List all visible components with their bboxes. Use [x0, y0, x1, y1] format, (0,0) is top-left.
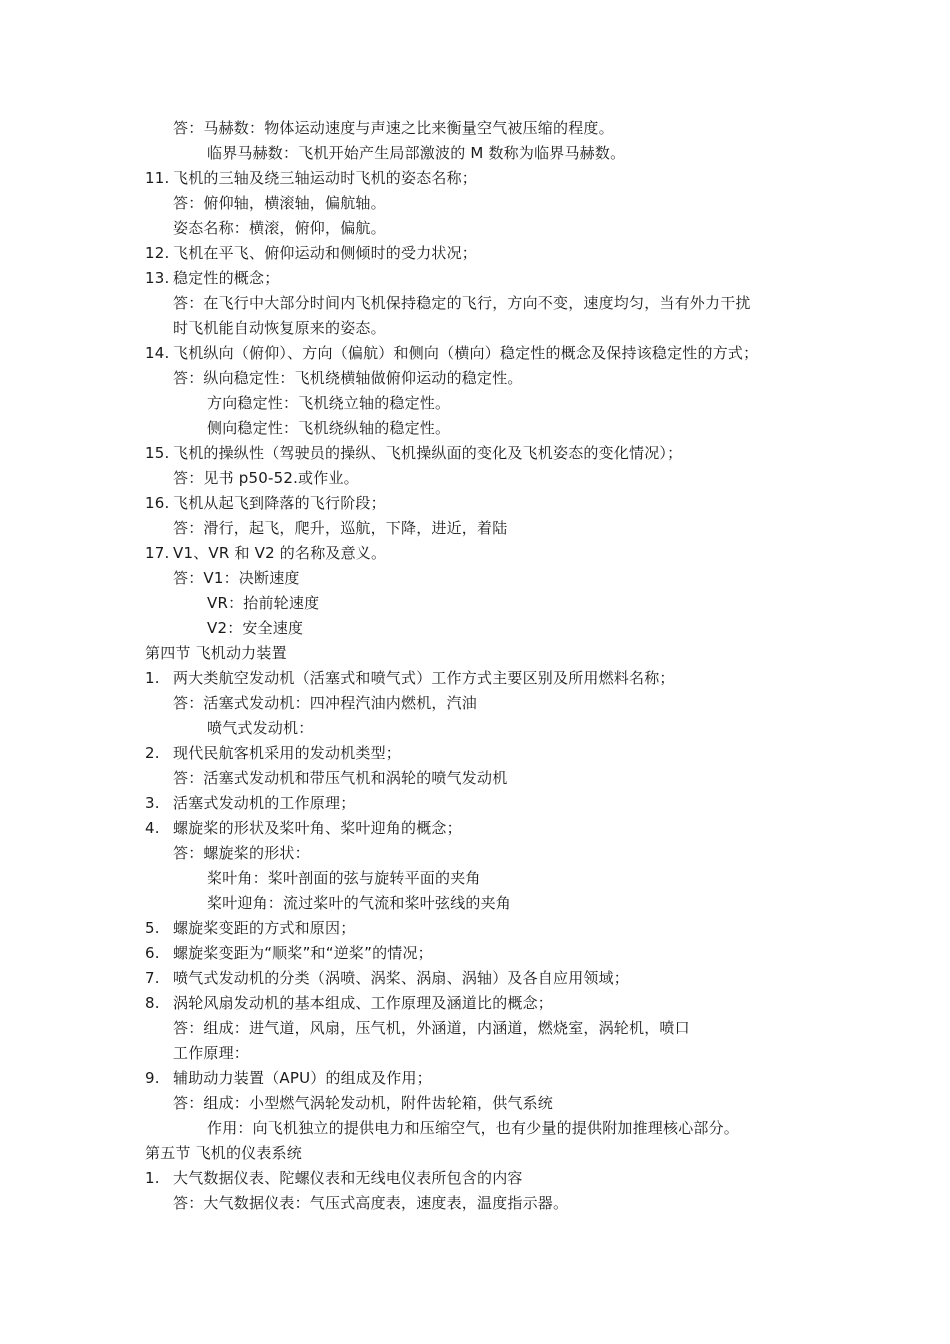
question-item: 5. 螺旋桨变距的方式和原因；	[0, 916, 355, 941]
question-item: 11. 飞机的三轴及绕三轴运动时飞机的姿态名称；	[0, 166, 477, 191]
item-number: 14.	[145, 344, 170, 362]
item-number: 12.	[145, 244, 170, 262]
answer-line: 答：俯仰轴，横滚轴，偏航轴。	[173, 194, 386, 212]
item-number: 1.	[145, 669, 160, 687]
item-number: 13.	[145, 269, 170, 287]
answer-line: 答：纵向稳定性：飞机绕横轴做俯仰运动的稳定性。	[173, 369, 523, 387]
question-item: 4. 螺旋桨的形状及桨叶角、桨叶迎角的概念；	[0, 816, 462, 841]
question-item: 9. 辅助动力装置（APU）的组成及作用；	[0, 1066, 432, 1091]
answer-line: 侧向稳定性：飞机绕纵轴的稳定性。	[207, 419, 451, 437]
answer-line: 桨叶角：桨叶剖面的弦与旋转平面的夹角	[207, 869, 481, 887]
item-number: 2.	[145, 744, 160, 762]
answer-line: 姿态名称：横滚，俯仰，偏航。	[173, 219, 386, 237]
item-number: 5.	[145, 919, 160, 937]
answer-line: 答：大气数据仪表：气压式高度表，速度表，温度指示器。	[173, 1194, 569, 1212]
answer-line: 答：活塞式发动机和带压气机和涡轮的喷气发动机	[173, 769, 508, 787]
answer-line: 作用：向飞机独立的提供电力和压缩空气，也有少量的提供附加推理核心部分。	[207, 1119, 740, 1137]
question-item: 12. 飞机在平飞、俯仰运动和侧倾时的受力状况；	[0, 241, 477, 266]
item-number: 17.	[145, 544, 170, 562]
answer-line: VR：抬前轮速度	[207, 594, 320, 612]
answer-line: 答：螺旋桨的形状：	[173, 844, 310, 862]
question-item: 6. 螺旋桨变距为“顺桨”和“逆桨”的情况；	[0, 941, 433, 966]
answer-line: 临界马赫数：飞机开始产生局部激波的 M 数称为临界马赫数。	[207, 144, 626, 162]
answer-line: 答：活塞式发动机：四冲程汽油内燃机，汽油	[173, 694, 478, 712]
item-number: 11.	[145, 169, 170, 187]
answer-line: 答：组成：小型燃气涡轮发动机，附件齿轮箱，供气系统	[173, 1094, 554, 1112]
section-heading: 第四节 飞机动力装置	[145, 644, 287, 662]
item-number: 4.	[145, 819, 160, 837]
answer-line: 答：马赫数：物体运动速度与声速之比来衡量空气被压缩的程度。	[173, 119, 614, 137]
answer-line: 答：组成：进气道，风扇，压气机，外涵道，内涵道，燃烧室，涡轮机，喷口	[173, 1019, 690, 1037]
answer-line: 工作原理：	[173, 1044, 250, 1062]
question-item: 16. 飞机从起飞到降落的飞行阶段；	[0, 491, 386, 516]
question-item: 3. 活塞式发动机的工作原理；	[0, 791, 355, 816]
item-number: 6.	[145, 944, 160, 962]
question-item: 14. 飞机纵向（俯仰）、方向（偏航）和侧向（横向）稳定性的概念及保持该稳定性的方式；	[0, 341, 758, 366]
answer-line: 答：在飞行中大部分时间内飞机保持稳定的飞行，方向不变，速度均匀，当有外力干扰	[173, 294, 751, 312]
answer-line: 时飞机能自动恢复原来的姿态。	[173, 319, 386, 337]
answer-line: 桨叶迎角：流过桨叶的气流和桨叶弦线的夹角	[207, 894, 512, 912]
answer-line: 答：见书 p50-52.或作业。	[173, 469, 359, 487]
item-number: 3.	[145, 794, 160, 812]
question-item: 1. 两大类航空发动机（活塞式和喷气式）工作方式主要区别及所用燃料名称；	[0, 666, 675, 691]
item-number: 9.	[145, 1069, 160, 1087]
item-number: 16.	[145, 494, 170, 512]
answer-line: 答：V1：决断速度	[173, 569, 300, 587]
item-number: 8.	[145, 994, 160, 1012]
question-item: 2. 现代民航客机采用的发动机类型；	[0, 741, 401, 766]
answer-line: V2：安全速度	[207, 619, 304, 637]
question-item: 17. V1、VR 和 V2 的名称及意义。	[0, 541, 386, 566]
answer-line: 方向稳定性：飞机绕立轴的稳定性。	[207, 394, 451, 412]
question-item: 8. 涡轮风扇发动机的基本组成、工作原理及涵道比的概念；	[0, 991, 553, 1016]
item-number: 7.	[145, 969, 160, 987]
question-item: 15. 飞机的操纵性（驾驶员的操纵、飞机操纵面的变化及飞机姿态的变化情况）；	[0, 441, 682, 466]
question-item: 7. 喷气式发动机的分类（涡喷、涡桨、涡扇、涡轴）及各自应用领域；	[0, 966, 629, 991]
answer-line: 喷气式发动机：	[207, 719, 314, 737]
answer-line: 答：滑行，起飞，爬升，巡航，下降，进近，着陆	[173, 519, 508, 537]
item-number: 1.	[145, 1169, 160, 1187]
section-heading: 第五节 飞机的仪表系统	[145, 1144, 302, 1162]
item-number: 15.	[145, 444, 170, 462]
question-item: 1. 大气数据仪表、陀螺仪表和无线电仪表所包含的内容	[0, 1166, 523, 1191]
question-item: 13. 稳定性的概念；	[0, 266, 279, 291]
